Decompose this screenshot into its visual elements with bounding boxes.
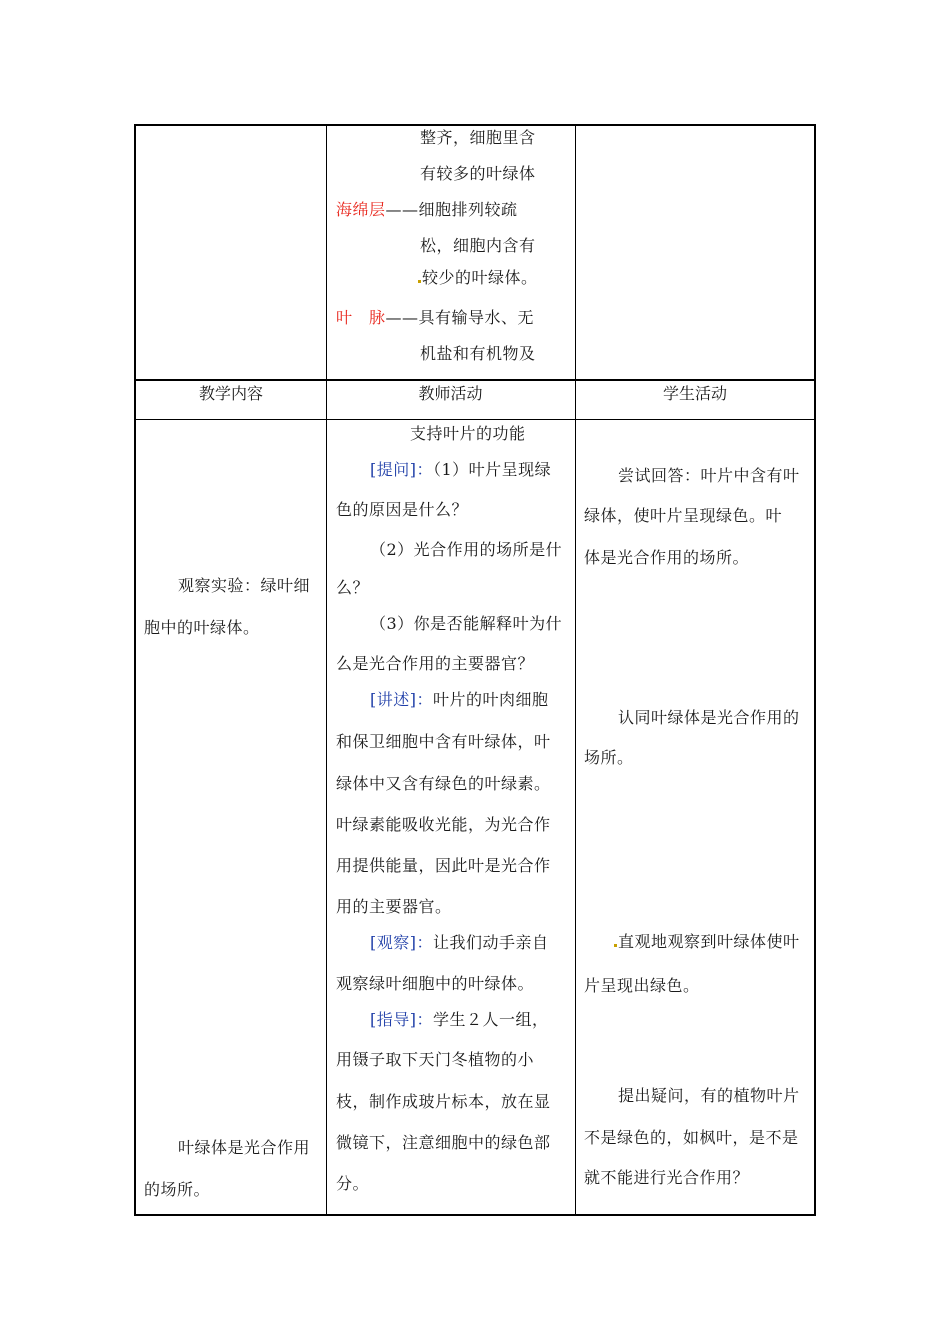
column-divider (575, 126, 576, 1214)
row-divider (136, 379, 814, 381)
text-line: 机盐和有机物及 (420, 344, 536, 363)
text-line: 观察绿叶细胞中的叶绿体。 (336, 974, 535, 993)
text-line: 的场所。 (144, 1180, 211, 1199)
text-fragment: 直观地观察到叶绿体使叶 (618, 932, 800, 951)
text-line: 色的原因是什么？ (336, 500, 469, 519)
text-line (418, 268, 538, 288)
text-fragment: 学生２人一组， (433, 1010, 549, 1029)
text-fragment: 叶片的叶肉细胞 (433, 690, 549, 709)
header-teacher-activity: 教师活动 (418, 384, 483, 403)
text-line (370, 933, 549, 953)
text-line: 和保卫细胞中含有叶绿体，叶 (336, 732, 551, 751)
text-fragment: 让我们动手亲自 (433, 933, 549, 952)
text-line: 微镜下，注意细胞中的绿色部 (336, 1133, 551, 1152)
tag-guide: [指导]： (370, 1010, 433, 1029)
text-line: 观察实验：绿叶细 (178, 576, 311, 595)
text-line: 么是光合作用的主要器官？ (336, 654, 535, 673)
text-line: 体是光合作用的场所。 (584, 548, 750, 567)
column-divider (326, 126, 327, 1214)
text-line: 绿体，使叶片呈现绿色。叶 (584, 506, 783, 525)
text-line: 用的主要器官。 (336, 897, 452, 916)
text-fragment: ——细胞排列较疏 (385, 200, 518, 219)
text-line: （3）你是否能解释叶为什 (370, 614, 563, 633)
text-line (370, 460, 551, 480)
text-line: 就不能进行光合作用？ (584, 1168, 750, 1187)
tag-explain: [讲述]： (370, 690, 433, 709)
text-line: 叶绿体是光合作用 (178, 1138, 311, 1157)
text-line: 提出疑问，有的植物叶片 (618, 1086, 800, 1105)
text-fragment: （1）叶片呈现绿 (433, 460, 552, 479)
text-line: （2）光合作用的场所是什 (370, 540, 563, 559)
tag-ask: [提问]： (370, 460, 433, 479)
text-line: 叶绿素能吸收光能，为光合作 (336, 815, 551, 834)
text-line: 分。 (336, 1174, 370, 1193)
text-line: 有较多的叶绿体 (420, 164, 536, 183)
text-line: 么？ (336, 578, 370, 597)
text-line: 场所。 (584, 748, 634, 767)
text-line (336, 308, 534, 328)
text-line (370, 1010, 549, 1030)
text-line: 片呈现出绿色。 (584, 976, 700, 995)
tag-observe: [观察]： (370, 933, 433, 952)
text-line: 用提供能量，因此叶是光合作 (336, 856, 551, 875)
text-fragment: ——具有输导水、无 (385, 308, 535, 327)
header-student-activity: 学生活动 (662, 384, 727, 403)
mark-dot (614, 944, 617, 947)
text-line: 尝试回答：叶片中含有叶 (618, 466, 800, 485)
row-divider (136, 419, 814, 420)
text-line: 枝，制作成玻片标本，放在显 (336, 1092, 551, 1111)
text-fragment: 较少的叶绿体。 (422, 268, 538, 287)
text-line: 整齐，细胞里含 (420, 128, 536, 147)
header-teaching-content: 教学内容 (198, 384, 263, 403)
text-line: 胞中的叶绿体。 (144, 618, 260, 637)
mark-dot (418, 280, 421, 283)
text-line: 支持叶片的功能 (410, 424, 526, 443)
text-line: 松，细胞内含有 (420, 236, 536, 255)
text-line (370, 690, 549, 710)
text-line (336, 200, 518, 220)
text-line (614, 932, 800, 952)
text-line: 认同叶绿体是光合作用的 (618, 708, 800, 727)
term-vein: 叶 脉 (336, 308, 386, 327)
text-line: 绿体中又含有绿色的叶绿素。 (336, 774, 551, 793)
text-line: 不是绿色的，如枫叶，是不是 (584, 1128, 799, 1147)
term-spongy-layer: 海绵层 (336, 200, 386, 219)
text-line: 用镊子取下天门冬植物的小 (336, 1050, 535, 1069)
